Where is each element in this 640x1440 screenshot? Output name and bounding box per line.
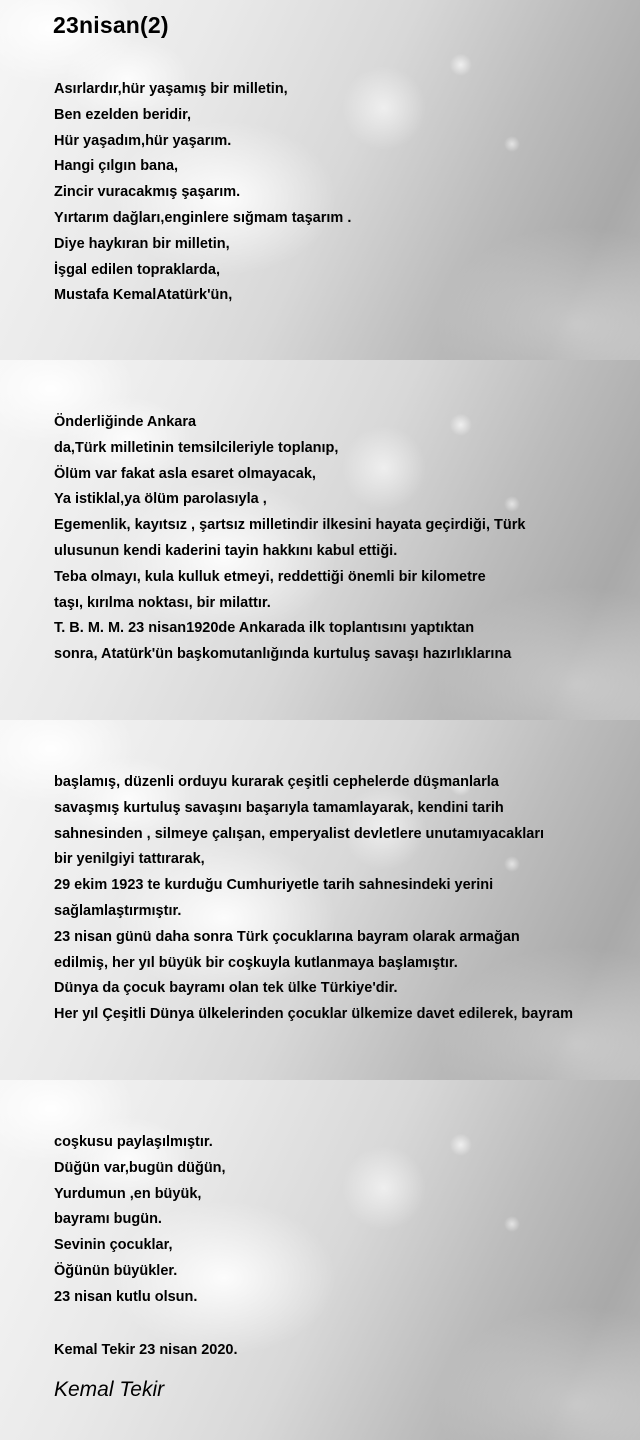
poem-line: ulusunun kendi kaderini tayin hakkını kabul ettiği.: [54, 542, 398, 559]
poem-line: Öğünün büyükler.: [54, 1262, 178, 1279]
poem-line: coşkusu paylaşılmıştır.: [54, 1134, 213, 1150]
poem-line: başlamış, düzenli orduyu kurarak çeşitli cephelerde düşmanlarla: [54, 774, 499, 790]
poem-line: taşı, kırılma noktası, bir milattır.: [54, 594, 271, 611]
poem-line: Asırlardır,hür yaşamış bir milletin,: [54, 81, 288, 97]
poem-line: Diye haykıran bir milletin,: [54, 235, 230, 252]
poem-line: 23 nisan günü daha sonra Türk çocuklarına bayram olarak armağan: [54, 928, 520, 945]
poem-line: Zincir vuracakmış şaşarım.: [54, 184, 241, 201]
poem-line: Ölüm var fakat asla esaret olmayacak,: [54, 465, 316, 482]
poem-line: da,Türk milletinin temsilcileriyle toplanıp,: [54, 439, 339, 456]
poem-line: 23 nisan kutlu olsun.: [54, 1288, 198, 1305]
poem-line: bayramı bugün.: [54, 1211, 162, 1228]
poem-line: savaşmış kurtuluş savaşını başarıyla tamamlayarak, kendini tarih: [54, 799, 504, 816]
poem-line: Yırtarım dağları,enginlere sığmam taşarım .: [54, 209, 352, 226]
poem-lines: [54, 77, 351, 309]
poem-panel-2: [0, 360, 640, 720]
poem-line: Dünya da çocuk bayramı olan tek ülke Türkiye'dir.: [54, 980, 398, 997]
poem-line: Düğün var,bugün düğün,: [54, 1159, 226, 1176]
poem-lines: [54, 1130, 226, 1311]
poem-lines: [54, 770, 573, 1028]
poem-line: Teba olmayı, kula kulluk etmeyi, reddettiği önemli bir kilometre: [54, 568, 486, 585]
poem-title: 23nisan(2): [53, 12, 169, 38]
poem-line: Ya istiklal,ya ölüm parolasıyla ,: [54, 491, 267, 508]
poem-line: Yurdumun ,en büyük,: [54, 1185, 202, 1202]
poem-line: edilmiş, her yıl büyük bir coşkuyla kutlanmaya başlamıştır.: [54, 954, 458, 971]
poem-line: Hangi çılgın bana,: [54, 158, 179, 175]
poem-line: Önderliğinde Ankara: [54, 414, 197, 430]
poem-line: Her yıl Çeşitli Dünya ülkelerinden çocuklar ülkemize davet edilerek, bayram: [54, 1006, 573, 1023]
poem-line: Egemenlik, kayıtsız , şartsız milletindir ilkesini hayata geçirdiği, Türk: [54, 517, 526, 534]
poem-panel-3: [0, 720, 640, 1080]
poem-line: T. B. M. M. 23 nisan1920de Ankarada ilk toplantısını yaptıktan: [54, 620, 475, 637]
poem-panel-1: [0, 0, 640, 360]
poem-line: Mustafa KemalAtatürk'ün,: [54, 287, 233, 304]
poem-line: Hür yaşadım,hür yaşarım.: [54, 132, 232, 149]
poem-line: sonra, Atatürk'ün başkomutanlığında kurtuluş savaşı hazırlıklarına: [54, 646, 512, 663]
poem-dedication: Kemal Tekir 23 nisan 2020.: [54, 1342, 238, 1358]
poem-line: bir yenilgiyi tattırarak,: [54, 851, 205, 868]
author-signature: Kemal Tekir: [54, 1378, 165, 1401]
poem-line: 29 ekim 1923 te kurduğu Cumhuriyetle tarih sahnesindeki yerini: [54, 877, 494, 894]
poem-line: sağlamlaştırmıştır.: [54, 902, 182, 919]
poem-line: Ben ezelden beridir,: [54, 106, 191, 123]
poem-lines: [54, 410, 525, 668]
poem-line: Sevinin çocuklar,: [54, 1237, 173, 1254]
poem-line: sahnesinden , silmeye çalışan, emperyalist devletlere unutamıyacakları: [54, 825, 545, 842]
poem-panel-4: [0, 1080, 640, 1440]
poem-line: İşgal edilen topraklarda,: [54, 261, 220, 278]
